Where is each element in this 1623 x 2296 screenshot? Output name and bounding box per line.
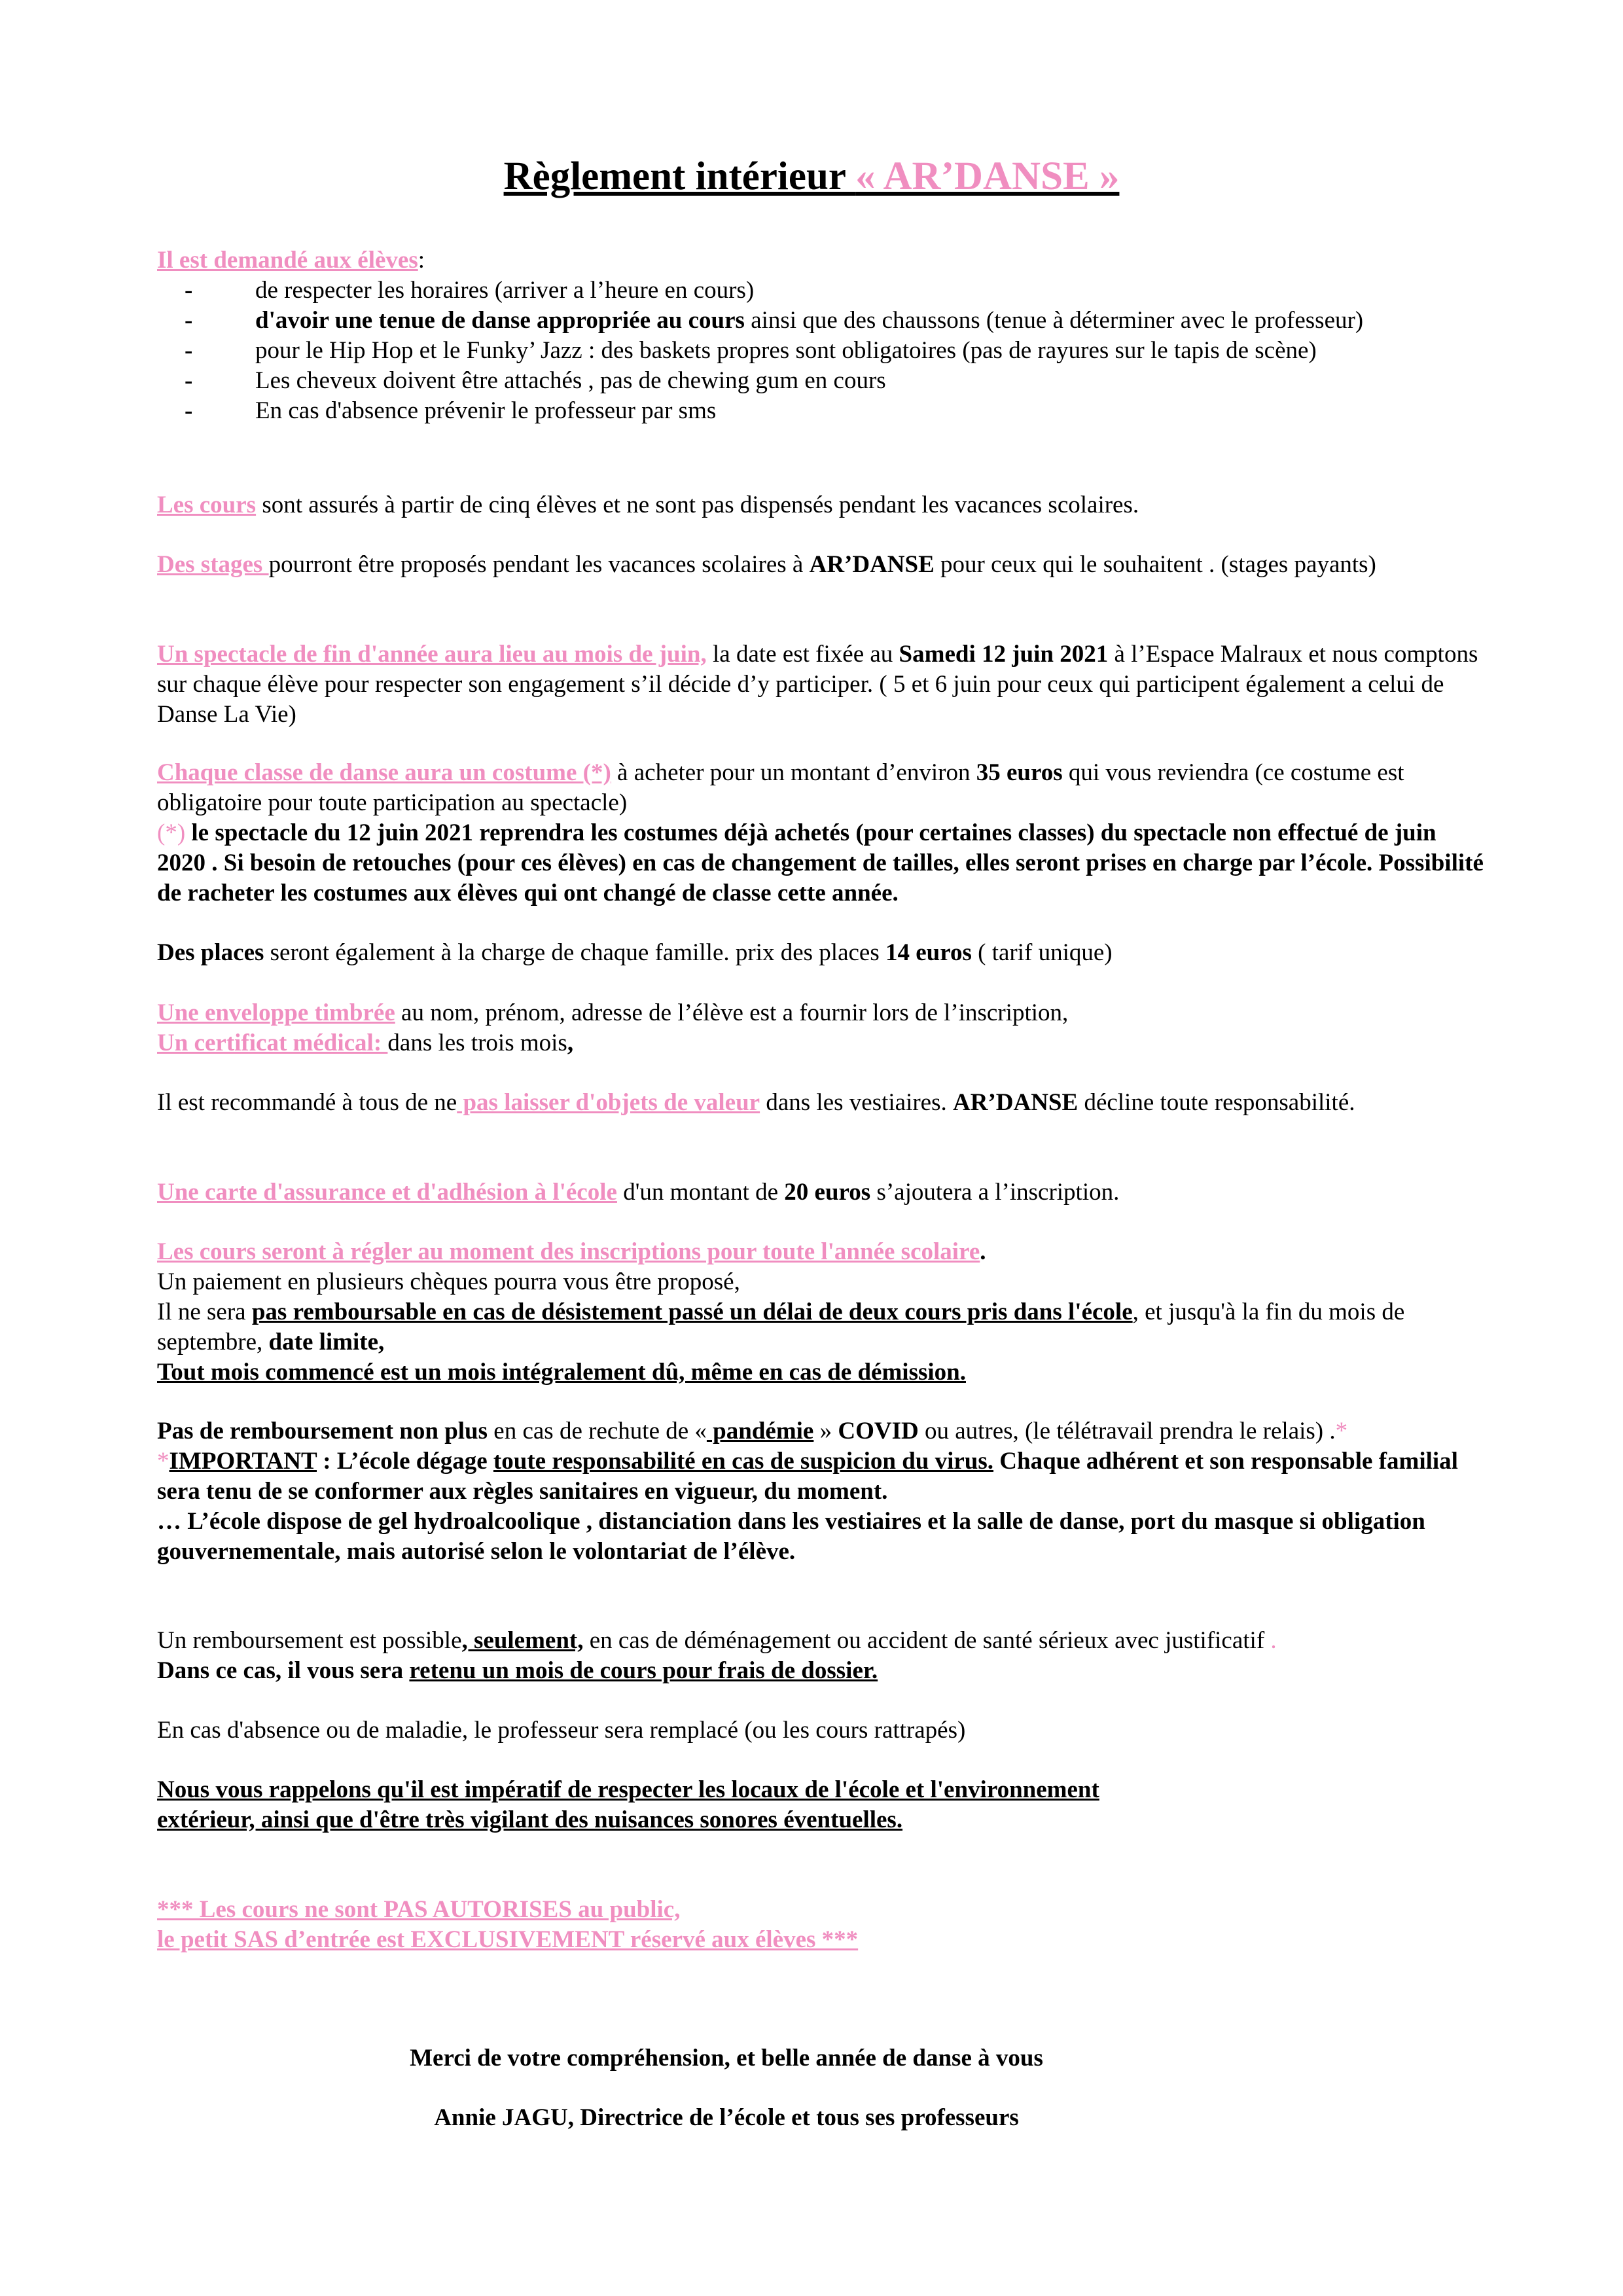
important-text-end: Chaque adhérent et son responsable familial sera tenu de se conformer aux règles sanitaires en vigueur, du moment. <box>157 1448 1458 1505</box>
remboursement-seulement: , seulement, <box>461 1627 584 1654</box>
covid-paragraph <box>157 1416 1486 1567</box>
certificat-text: dans les trois mois <box>387 1030 567 1056</box>
list-item <box>157 306 1486 336</box>
important-label: IMPORTANT <box>169 1448 317 1475</box>
covid-bold: Pas de remboursement non plus <box>157 1418 488 1444</box>
stages-heading: Des stages <box>157 551 269 578</box>
valeur-text-mid: dans les vestiaires. <box>760 1089 953 1116</box>
remboursement-retenu: retenu un mois de cours pour frais de dossier. <box>409 1657 878 1684</box>
places-amount: 14 euros <box>885 939 972 966</box>
reglement-line3-mid: , et jusqu'à la fin du mois de septembre, <box>157 1299 1405 1355</box>
important-text: : L’école dégage <box>317 1448 493 1475</box>
spectacle-text: la date est fixée au <box>706 641 899 668</box>
rules-list <box>157 276 1486 426</box>
important-star: * <box>157 1448 169 1475</box>
title-main: Règlement intérieur <box>503 154 856 198</box>
costume-text: à acheter pour un montant d’environ <box>611 759 976 786</box>
costume-star: (*) <box>157 819 186 846</box>
reglement-line4: Tout mois commencé est un mois intégralement dû, même en cas de démission. <box>157 1359 966 1386</box>
enveloppe-paragraph <box>157 998 1486 1028</box>
reglement-date-limite: date limite, <box>268 1329 385 1355</box>
valeur-highlight: pas laisser d'objets de valeur <box>457 1089 760 1116</box>
closing-merci: Merci de votre compréhension, et belle année de danse à vous <box>410 2045 1043 2072</box>
assurance-text: d'un montant de <box>616 1179 785 1206</box>
certificat-comma: , <box>567 1030 574 1056</box>
covid-text-end: ou autres, (le télétravail prendra le relais) . <box>918 1418 1336 1444</box>
assurance-paragraph <box>157 1177 1486 1208</box>
stages-paragraph <box>157 550 1486 580</box>
assurance-text-end: s’ajoutera a l’inscription. <box>870 1179 1120 1206</box>
places-text-end: ( tarif unique) <box>971 939 1113 966</box>
intro-heading: Il est demandé aux élèves <box>157 247 418 274</box>
reglement-dot: . <box>980 1238 986 1265</box>
public-paragraph <box>157 1895 1486 1955</box>
assurance-heading: Une carte d'assurance et d'adhésion à l'école <box>157 1179 617 1206</box>
closing-signature: Annie JAGU, Directrice de l’école et tous ses professeurs <box>434 2104 1019 2131</box>
spectacle-text-end: à l’Espace Malraux et nous comptons sur chaque élève pour respecter son engagement s’il décide d’y participer. ( 5 et 6 juin pour ceux qui participent également a celui de Danse La Vie) <box>157 641 1478 728</box>
remboursement-dot: . <box>1264 1627 1277 1654</box>
costume-note: le spectacle du 12 juin 2021 reprendra les costumes déjà achetés (pour certaines classes) du spectacle non effectué de juin 2020 . Si besoin de retouches (pour ces élèves) en cas de changement de tailles, elles seront prises en charge par l’école. Possibilité de racheter les costumes aux élèves qui ont changé de classe cette année. <box>157 819 1484 906</box>
stages-text-end: pour ceux qui le souhaitent . (stages payants) <box>934 551 1376 578</box>
list-item <box>157 396 1486 426</box>
covid-pandemie: pandémie <box>706 1418 814 1444</box>
bullet-dash: - <box>185 277 193 304</box>
enveloppe-text: au nom, prénom, adresse de l’élève est a fournir lors de l’inscription, <box>395 999 1069 1026</box>
list-item <box>157 276 1486 306</box>
list-item-text: Les cheveux doivent être attachés , pas de chewing gum en cours <box>255 367 886 394</box>
valeur-text: Il est recommandé à tous de ne <box>157 1089 457 1116</box>
costume-heading: Chaque classe de danse aura un costume (*) <box>157 759 611 786</box>
covid-text: en cas de rechute de « <box>488 1418 707 1444</box>
page-title <box>0 153 1623 200</box>
valeur-text-end: décline toute responsabilité. <box>1078 1089 1355 1116</box>
certificat-paragraph <box>157 1028 1486 1058</box>
bullet-dash: - <box>185 397 193 424</box>
costume-amount: 35 euros <box>976 759 1063 786</box>
reglement-paragraph <box>157 1237 1486 1388</box>
spectacle-date: Samedi 12 juin 2021 <box>899 641 1109 668</box>
covid-word: COVID <box>838 1418 919 1444</box>
absence-paragraph: En cas d'absence ou de maladie, le professeur sera remplacé (ou les cours rattrapés) <box>157 1717 966 1744</box>
reglement-non-remboursable: pas remboursable en cas de désistement passé un délai de deux cours pris dans l'école <box>251 1299 1133 1325</box>
intro-heading-line <box>157 245 1486 276</box>
cours-text: sont assurés à partir de cinq élèves et ne sont pas dispensés pendant les vacances scolaires. <box>256 492 1139 518</box>
reglement-heading: Les cours seront à régler au moment des inscriptions pour toute l'année scolaire <box>157 1238 980 1265</box>
public-line2: le petit SAS d’entrée est EXCLUSIVEMENT réservé aux élèves *** <box>157 1926 859 1953</box>
list-item <box>157 366 1486 396</box>
reglement-line3-start: Il ne sera <box>157 1299 252 1325</box>
covid-text-mid: » <box>813 1418 838 1444</box>
enveloppe-heading: Une enveloppe timbrée <box>157 999 395 1026</box>
costume-text-end: qui vous reviendra (ce costume est obligatoire pour toute participation au spectacle) <box>157 759 1404 816</box>
bullet-dash: - <box>185 367 193 394</box>
cours-heading: Les cours <box>157 492 257 518</box>
bullet-dash: - <box>185 337 193 364</box>
places-text: seront également à la charge de chaque famille. prix des places <box>264 939 885 966</box>
reglement-line2: Un paiement en plusieurs chèques pourra vous être proposé, <box>157 1268 740 1295</box>
assurance-amount: 20 euros <box>784 1179 871 1206</box>
remboursement-line2: Dans ce cas, il vous sera <box>157 1657 410 1684</box>
covid-mesures: … L’école dispose de gel hydroalcoolique , distanciation dans les vestiaires et la salle de danse, port du masque si obligation gouvernementale, mais autorisé selon le volontariat de l’élève. <box>157 1508 1425 1565</box>
list-item-text: ainsi que des chaussons (tenue à déterminer avec le professeur) <box>744 307 1364 334</box>
bullet-dash: - <box>185 307 193 334</box>
covid-star: * <box>1335 1418 1348 1444</box>
list-item-text: En cas d'absence prévenir le professeur par sms <box>255 397 717 424</box>
spectacle-paragraph <box>157 639 1486 730</box>
remboursement-paragraph <box>157 1626 1486 1686</box>
list-item <box>157 336 1486 366</box>
list-item-text: pour le Hip Hop et le Funky’ Jazz : des baskets propres sont obligatoires (pas de rayures sur le tapis de scène) <box>255 337 1317 364</box>
public-line1: *** Les cours ne sont PAS AUTORISES au public, <box>157 1896 681 1923</box>
remboursement-text: Un remboursement est possible <box>157 1627 462 1654</box>
intro-colon: : <box>418 247 425 274</box>
remboursement-text-mid: en cas de déménagement ou accident de santé sérieux avec justificatif <box>583 1627 1265 1654</box>
valeur-paragraph <box>157 1088 1486 1118</box>
cours-paragraph <box>157 490 1486 520</box>
rappel-paragraph <box>157 1775 1486 1835</box>
stages-text: pourront être proposés pendant les vacances scolaires à <box>268 551 810 578</box>
certificat-heading: Un certificat médical: <box>157 1030 388 1056</box>
stages-brand: AR’DANSE <box>809 551 935 578</box>
spectacle-heading: Un spectacle de fin d'année aura lieu au mois de juin, <box>157 641 707 668</box>
places-paragraph <box>157 938 1486 968</box>
list-item-bold: d'avoir une tenue de danse appropriée au cours <box>255 307 745 334</box>
places-bold: Des places <box>157 939 264 966</box>
costume-paragraph <box>157 758 1486 908</box>
important-responsabilite: toute responsabilité en cas de suspicion du virus. <box>493 1448 994 1475</box>
list-item-text: de respecter les horaires (arriver a l’heure en cours) <box>255 277 755 304</box>
rappel-line1: Nous vous rappelons qu'il est impératif de respecter les locaux de l'école et l'environnement <box>157 1776 1099 1803</box>
valeur-brand: AR’DANSE <box>953 1089 1079 1116</box>
rappel-line2: extérieur, ainsi que d'être très vigilant des nuisances sonores éventuelles. <box>157 1806 903 1833</box>
title-brand: « AR’DANSE » <box>855 154 1120 198</box>
